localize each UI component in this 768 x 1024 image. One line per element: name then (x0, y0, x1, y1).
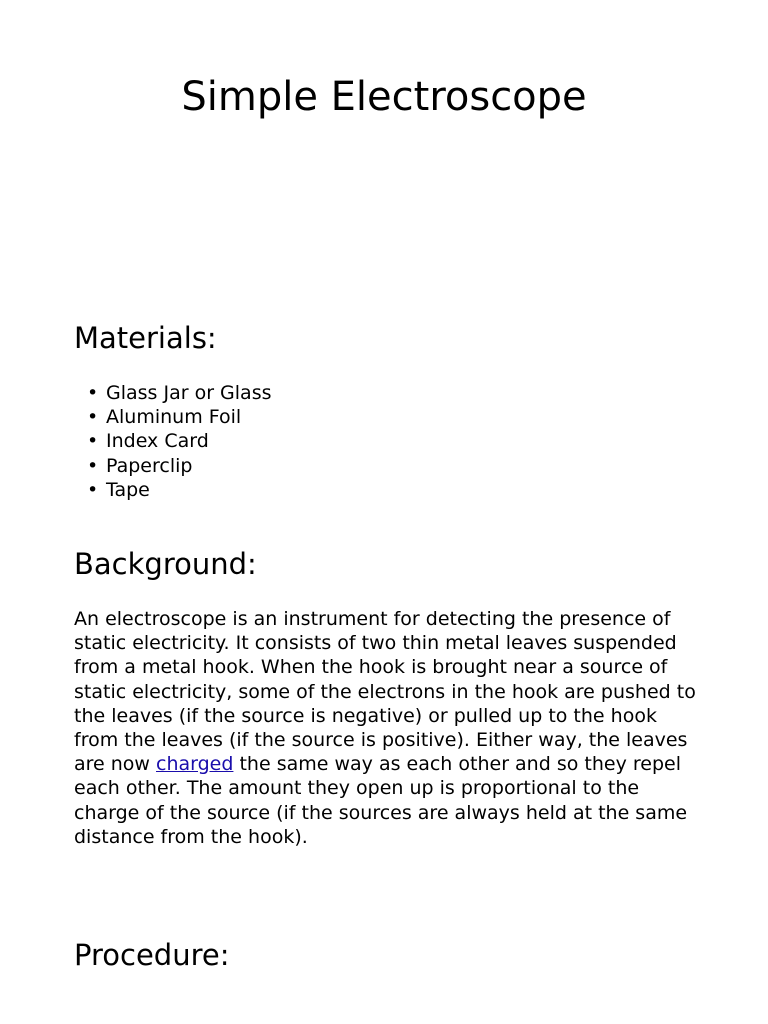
materials-list (74, 381, 272, 502)
bullet-icon: • (87, 478, 99, 501)
procedure-heading: Procedure: (74, 938, 230, 972)
list-item (74, 405, 272, 429)
background-text-part2: the same way as each other and so they repel each other. The amount they open up is proportional to the charge of the source (if the sources are always held at the same distance from the hook). (74, 753, 688, 848)
material-label: Tape (106, 478, 150, 501)
background-text-part1: An electroscope is an instrument for detecting the presence of static electricity. It consists of two thin metal leaves suspended from a metal hook. When the hook is brought near a source of static electricity, some of the electrons in the hook are pushed to the leaves (if the source is negative) or pulled up to the hook from the leaves (if the source is positive). Either way, the leaves are now (74, 608, 696, 776)
page-title: Simple Electroscope (181, 74, 587, 120)
list-item (74, 478, 272, 502)
material-label: Index Card (106, 430, 209, 453)
list-item (74, 381, 272, 405)
bullet-icon: • (87, 406, 99, 429)
material-label: Paperclip (106, 454, 193, 477)
background-heading: Background: (74, 547, 257, 581)
list-item (74, 454, 272, 478)
charged-link[interactable]: charged (156, 753, 234, 776)
bullet-icon: • (87, 382, 99, 404)
materials-heading: Materials: (74, 321, 217, 355)
material-label: Glass Jar or Glass (106, 382, 272, 404)
background-paragraph (74, 607, 704, 849)
bullet-icon: • (87, 430, 99, 453)
bullet-icon: • (87, 454, 99, 477)
list-item (74, 429, 272, 453)
material-label: Aluminum Foil (106, 406, 242, 429)
